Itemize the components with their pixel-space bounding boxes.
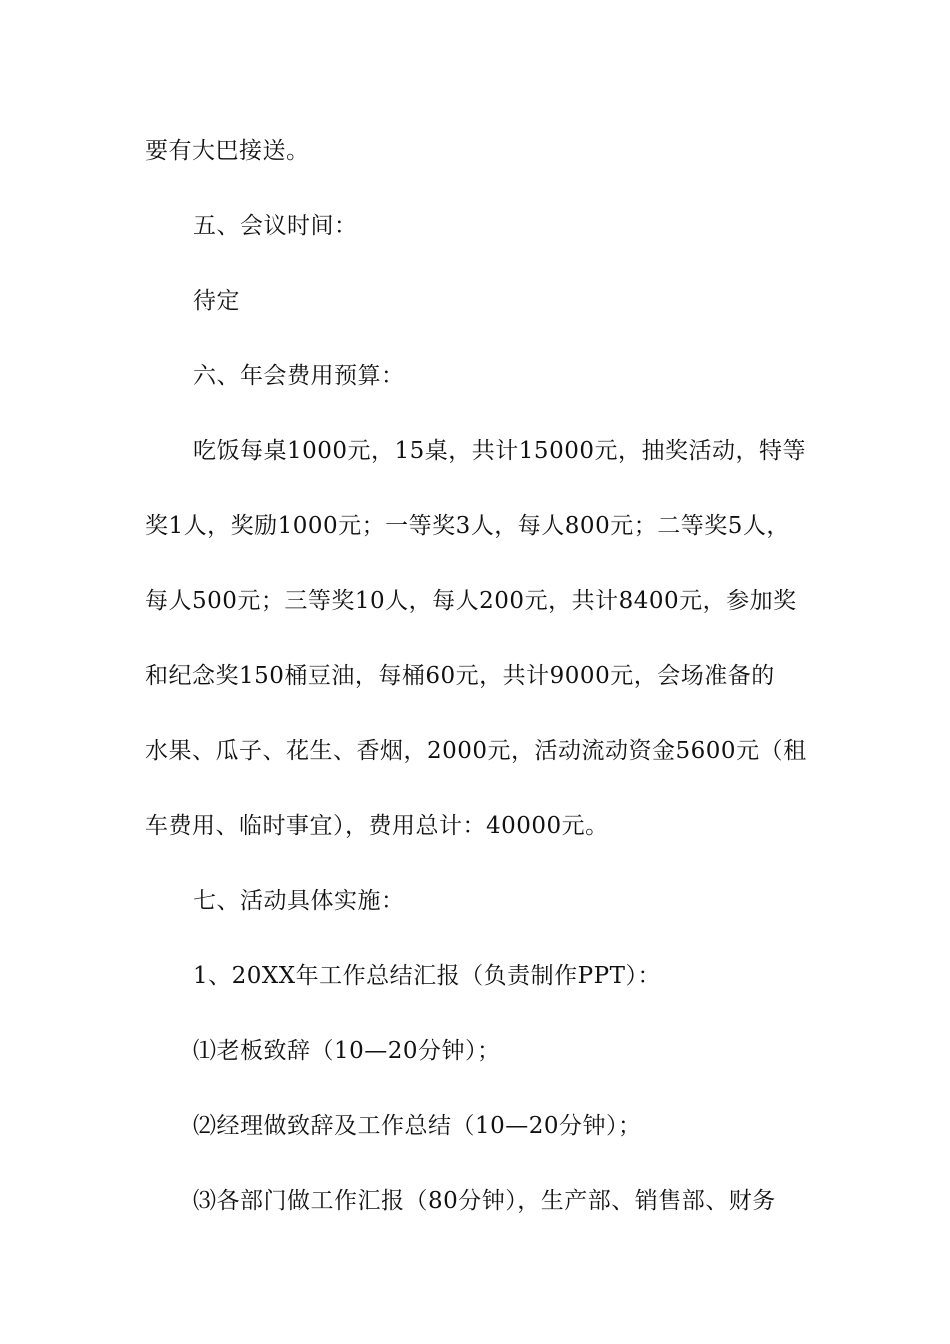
budget-paragraph-line: 车费用、临时事宜），费用总计：40000元。 (145, 813, 609, 839)
section-heading-meeting-time: 五、会议时间： (193, 213, 358, 239)
list-subitem-manager-speech: ⑵经理做致辞及工作总结（10—20分钟）； (193, 1113, 642, 1139)
paragraph-line-continuation: 要有大巴接送。 (145, 138, 310, 164)
list-item-work-summary: 1、20XX年工作总结汇报（负责制作PPT）： (193, 963, 661, 989)
meeting-time-value: 待定 (193, 288, 240, 314)
section-heading-budget: 六、年会费用预算： (193, 363, 405, 389)
budget-paragraph-line: 奖1人，奖励1000元；一等奖3人，每人800元；二等奖5人， (145, 513, 790, 539)
list-subitem-boss-speech: ⑴老板致辞（10—20分钟）； (193, 1038, 501, 1064)
list-subitem-department-reports: ⑶各部门做工作汇报（80分钟），生产部、销售部、财务 (193, 1188, 776, 1214)
budget-paragraph-line: 和纪念奖150桶豆油，每桶60元，共计9000元，会场准备的 (145, 663, 775, 689)
section-heading-implementation: 七、活动具体实施： (193, 888, 405, 914)
budget-paragraph-line: 水果、瓜子、花生、香烟，2000元，活动流动资金5600元（租 (145, 738, 807, 764)
budget-paragraph-line: 每人500元；三等奖10人，每人200元，共计8400元，参加奖 (145, 588, 797, 614)
budget-paragraph-line: 吃饭每桌1000元，15桌，共计15000元，抽奖活动，特等 (193, 438, 806, 464)
